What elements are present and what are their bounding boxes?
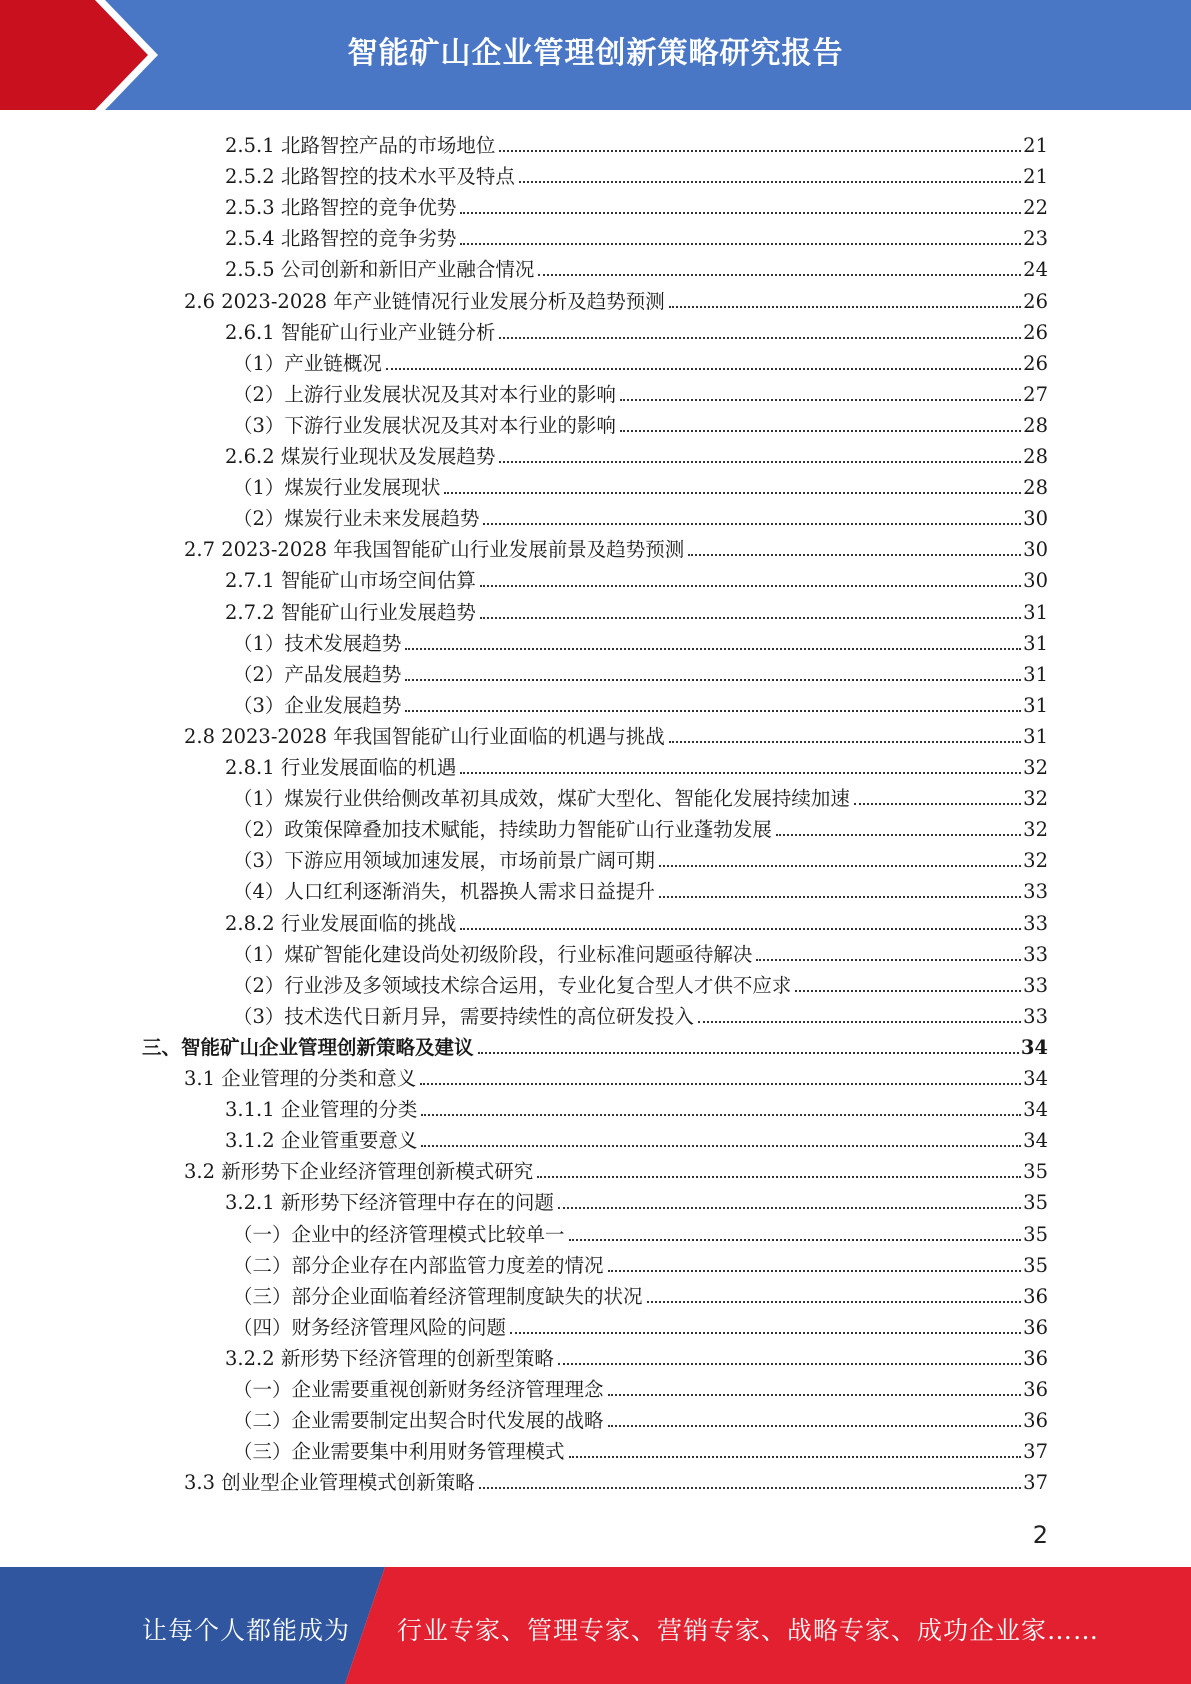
toc-entry[interactable] — [225, 1340, 1048, 1371]
page-number: 2 — [1032, 1521, 1048, 1549]
toc-entry-page: 22 — [1023, 196, 1048, 220]
toc-entry-page: 33 — [1023, 973, 1048, 997]
toc-dot-leader — [569, 1456, 1022, 1458]
toc-dot-leader — [659, 865, 1021, 867]
toc-entry-page: 21 — [1023, 134, 1048, 157]
toc-dot-leader — [479, 1487, 1021, 1489]
toc-entry-page: 26 — [1023, 320, 1048, 344]
toc-entry-label: （一）企业中的经济管理模式比较单一 — [233, 1222, 565, 1246]
toc-entry[interactable] — [233, 469, 1048, 500]
page-footer — [0, 1567, 1191, 1684]
toc-dot-leader — [558, 1363, 1021, 1365]
toc-entry-label: （四）财务经济管理风险的问题 — [233, 1315, 507, 1339]
toc-entry[interactable] — [184, 718, 1048, 749]
toc-dot-leader — [669, 306, 1021, 308]
toc-dot-leader — [499, 150, 1021, 152]
toc-entry[interactable] — [225, 220, 1048, 251]
toc-entry-label: （二）企业需要制定出契合时代发展的战略 — [233, 1409, 604, 1433]
toc-entry[interactable] — [233, 345, 1048, 376]
toc-entry-label: 2.5.5 公司创新和新旧产业融合情况 — [225, 258, 535, 282]
toc-dot-leader — [483, 523, 1021, 525]
toc-entry-page: 28 — [1023, 476, 1048, 500]
toc-entry-label: 2.7.1 智能矿山市场空间估算 — [225, 569, 476, 593]
toc-entry-page: 35 — [1023, 1253, 1048, 1277]
toc-dot-leader — [405, 679, 1021, 681]
toc-entry[interactable] — [233, 1247, 1048, 1278]
toc-entry[interactable] — [184, 1464, 1048, 1495]
toc-entry-label: （3）技术迭代日新月异，需要持续性的高位研发投入 — [233, 1004, 694, 1028]
toc-entry[interactable] — [233, 967, 1048, 998]
toc-entry[interactable] — [184, 1060, 1048, 1091]
toc-dot-leader — [538, 274, 1021, 276]
toc-entry[interactable] — [233, 811, 1048, 842]
toc-entry-label: （2）煤炭行业未来发展趋势 — [233, 507, 480, 531]
toc-entry[interactable] — [225, 749, 1048, 780]
toc-dot-leader — [444, 492, 1021, 494]
toc-entry-label: （4）人口红利逐渐消失，机器换人需求日益提升 — [233, 880, 655, 904]
toc-dot-leader — [460, 212, 1021, 214]
toc-entry-label: 2.8.2 行业发展面临的挑战 — [225, 911, 457, 935]
toc-entry-label: 2.5.4 北路智控的竞争劣势 — [225, 227, 457, 251]
toc-entry[interactable] — [225, 438, 1048, 469]
toc-dot-leader — [386, 368, 1021, 370]
toc-dot-leader — [510, 1332, 1021, 1334]
toc-entry[interactable] — [233, 873, 1048, 904]
toc-entry-page: 31 — [1023, 693, 1048, 717]
toc-entry[interactable] — [225, 127, 1048, 158]
toc-dot-leader — [421, 1114, 1021, 1116]
toc-dot-leader — [405, 648, 1021, 650]
toc-entry-label: 3.1 企业管理的分类和意义 — [184, 1067, 417, 1090]
toc-entry-label: （3）下游应用领域加速发展，市场前景广阔可期 — [233, 849, 655, 873]
toc-dot-leader — [608, 1270, 1022, 1272]
toc-entry-label: （1）煤炭行业发展现状 — [233, 476, 441, 500]
toc-entry-page: 35 — [1023, 1160, 1048, 1184]
toc-entry-page: 31 — [1023, 724, 1048, 748]
toc-entry-label: （2）行业涉及多领域技术综合运用，专业化复合型人才供不应求 — [233, 973, 792, 997]
toc-entry-page: 32 — [1023, 849, 1048, 873]
toc-entry-label: （一）企业需要重视创新财务经济管理理念 — [233, 1378, 604, 1401]
toc-entry[interactable] — [225, 905, 1048, 936]
toc-entry-label: 2.6.2 煤炭行业现状及发展趋势 — [225, 445, 496, 468]
toc-entry-label: （三）企业需要集中利用财务管理模式 — [233, 1440, 565, 1464]
toc-entry[interactable] — [184, 531, 1048, 562]
toc-entry[interactable] — [225, 1091, 1048, 1122]
toc-entry[interactable] — [233, 1402, 1048, 1433]
toc-entry[interactable] — [225, 189, 1048, 220]
toc-dot-leader — [620, 430, 1021, 432]
toc-entry-label: 3.1.1 企业管理的分类 — [225, 1098, 418, 1122]
toc-dot-leader — [756, 959, 1021, 961]
toc-entry-label: 3.1.2 企业管重要意义 — [225, 1129, 418, 1153]
toc-entry[interactable] — [233, 1216, 1048, 1247]
toc-entry[interactable] — [142, 1029, 1048, 1060]
footer-slogan-left: 让每个人都能成为 — [142, 1616, 351, 1645]
toc-dot-leader — [795, 990, 1021, 992]
toc-entry-page: 34 — [1023, 1067, 1048, 1090]
toc-entry-label: 2.7 2023-2028 年我国智能矿山行业发展前景及趋势预测 — [184, 538, 685, 562]
toc-dot-leader — [519, 181, 1021, 183]
toc-dot-leader — [537, 1176, 1021, 1178]
toc-entry-page: 23 — [1023, 227, 1048, 251]
toc-entry-label: （2）产品发展趋势 — [233, 662, 402, 686]
toc-entry-page: 36 — [1023, 1284, 1048, 1308]
toc-entry[interactable] — [233, 842, 1048, 873]
toc-entry-page: 34 — [1023, 1129, 1048, 1153]
toc-entry-page: 31 — [1023, 631, 1048, 655]
toc-entry[interactable] — [233, 407, 1048, 438]
toc-dot-leader — [608, 1394, 1022, 1396]
toc-entry-label: 三、智能矿山企业管理创新策略及建议 — [142, 1035, 474, 1059]
toc-dot-leader — [688, 554, 1021, 556]
toc-entry-label: （1）煤矿智能化建设尚处初级阶段，行业标准问题亟待解决 — [233, 942, 753, 966]
toc-dot-leader — [569, 1239, 1022, 1241]
toc-dot-leader — [647, 1301, 1022, 1303]
toc-dot-leader — [659, 896, 1021, 898]
toc-entry-page: 35 — [1023, 1191, 1048, 1215]
toc-entry-page: 26 — [1023, 289, 1048, 313]
toc-entry-page: 33 — [1023, 880, 1048, 904]
toc-entry-page: 26 — [1023, 351, 1048, 375]
toc-entry-label: 3.2.2 新形势下经济管理的创新型策略 — [225, 1346, 554, 1370]
toc-entry[interactable] — [225, 314, 1048, 345]
toc-entry-label: 2.8 2023-2028 年我国智能矿山行业面临的机遇与挑战 — [184, 724, 665, 748]
toc-dot-leader — [620, 399, 1021, 401]
toc-entry-label: （3）下游行业发展状况及其对本行业的影响 — [233, 413, 616, 437]
toc-dot-leader — [776, 834, 1021, 836]
toc-dot-leader — [420, 1083, 1021, 1085]
toc-entry[interactable] — [233, 500, 1048, 531]
toc-entry-page: 34 — [1020, 1035, 1048, 1059]
toc-entry[interactable] — [233, 936, 1048, 967]
toc-entry[interactable] — [225, 158, 1048, 189]
toc-dot-leader — [460, 243, 1021, 245]
toc-entry[interactable] — [225, 1184, 1048, 1215]
toc-entry-page: 32 — [1023, 756, 1048, 779]
toc-entry-label: 3.3 创业型企业管理模式创新策略 — [184, 1471, 475, 1495]
toc-entry-page: 32 — [1023, 818, 1048, 842]
toc-dot-leader — [460, 772, 1021, 774]
toc-dot-leader — [460, 928, 1021, 930]
toc-entry-page: 30 — [1023, 507, 1048, 531]
toc-entry-page: 34 — [1023, 1098, 1048, 1122]
toc-dot-leader — [669, 741, 1021, 743]
toc-entry-label: 2.5.2 北路智控的技术水平及特点 — [225, 165, 515, 189]
toc-entry-label: 3.2 新形势下企业经济管理创新模式研究 — [184, 1160, 534, 1184]
toc-entry[interactable] — [233, 656, 1048, 687]
toc-entry-label: （二）部分企业存在内部监管力度差的情况 — [233, 1253, 604, 1277]
toc-dot-leader — [698, 1021, 1021, 1023]
toc-entry[interactable] — [233, 1278, 1048, 1309]
toc-entry-page: 21 — [1023, 165, 1048, 189]
toc-dot-leader — [499, 337, 1021, 339]
toc-entry[interactable] — [233, 1433, 1048, 1464]
toc-entry-page: 24 — [1023, 258, 1048, 282]
toc-dot-leader — [480, 585, 1021, 587]
toc-entry-page: 28 — [1023, 445, 1048, 468]
toc-entry[interactable] — [225, 251, 1048, 282]
toc-entry-page: 37 — [1023, 1471, 1048, 1495]
toc-entry[interactable] — [233, 780, 1048, 811]
toc-entry-page: 36 — [1023, 1409, 1048, 1433]
toc-dot-leader — [608, 1425, 1022, 1427]
toc-entry-label: （2）政策保障叠加技术赋能，持续助力智能矿山行业蓬勃发展 — [233, 818, 772, 842]
toc-entry-page: 30 — [1023, 538, 1048, 562]
toc-entry-page: 36 — [1023, 1346, 1048, 1370]
toc-dot-leader — [478, 1052, 1019, 1054]
toc-entry-page: 31 — [1023, 600, 1048, 624]
toc-entry[interactable] — [184, 1153, 1048, 1184]
toc-entry-page: 36 — [1023, 1378, 1048, 1401]
toc-dot-leader — [499, 461, 1021, 463]
toc-entry-label: （1）技术发展趋势 — [233, 631, 402, 655]
toc-entry-page: 35 — [1023, 1222, 1048, 1246]
toc-entry[interactable] — [233, 625, 1048, 656]
toc-entry-label: （1）产业链概况 — [233, 351, 382, 375]
toc-entry[interactable] — [184, 283, 1048, 314]
toc-entry-page: 37 — [1023, 1440, 1048, 1464]
page-header — [0, 0, 1191, 110]
toc-entry-page: 27 — [1023, 382, 1048, 406]
toc-dot-leader — [421, 1145, 1021, 1147]
toc-entry-label: 2.8.1 行业发展面临的机遇 — [225, 756, 457, 779]
toc-entry[interactable] — [233, 1309, 1048, 1340]
toc-dot-leader — [480, 617, 1021, 619]
toc-entry[interactable] — [233, 1371, 1048, 1402]
toc-entry[interactable] — [225, 1122, 1048, 1153]
toc-entry[interactable] — [233, 376, 1048, 407]
toc-entry[interactable] — [233, 998, 1048, 1029]
toc-entry-page: 28 — [1023, 413, 1048, 437]
toc-entry-label: （3）企业发展趋势 — [233, 693, 402, 717]
toc-entry-label: 2.6.1 智能矿山行业产业链分析 — [225, 320, 496, 344]
toc-entry[interactable] — [225, 562, 1048, 593]
toc-entry[interactable] — [233, 687, 1048, 718]
toc-entry-label: 2.5.1 北路智控产品的市场地位 — [225, 134, 496, 157]
toc-entry-page: 31 — [1023, 662, 1048, 686]
toc-entry-page: 32 — [1023, 787, 1048, 811]
toc-entry-label: 2.7.2 智能矿山行业发展趋势 — [225, 600, 476, 624]
toc-entry-label: 2.6 2023-2028 年产业链情况行业发展分析及趋势预测 — [184, 289, 665, 313]
report-title: 智能矿山企业管理创新策略研究报告 — [347, 36, 844, 71]
toc-dot-leader — [558, 1207, 1021, 1209]
toc-entry-page: 33 — [1023, 911, 1048, 935]
footer-slogan-right: 行业专家、管理专家、营销专家、战略专家、成功企业家…… — [397, 1616, 1100, 1645]
toc-entry-page: 33 — [1023, 942, 1048, 966]
toc-entry-label: （2）上游行业发展状况及其对本行业的影响 — [233, 382, 616, 406]
toc-entry-page: 36 — [1023, 1315, 1048, 1339]
toc-entry-page: 30 — [1023, 569, 1048, 593]
toc-entry-label: （1）煤炭行业供给侧改革初具成效，煤矿大型化、智能化发展持续加速 — [233, 787, 850, 811]
toc-entry[interactable] — [225, 594, 1048, 625]
toc-dot-leader — [405, 710, 1021, 712]
toc-entry-label: （三）部分企业面临着经济管理制度缺失的状况 — [233, 1284, 643, 1308]
toc-entry-page: 33 — [1023, 1004, 1048, 1028]
toc-dot-leader — [854, 803, 1021, 805]
toc-entry-label: 2.5.3 北路智控的竞争优势 — [225, 196, 457, 220]
toc-entry-label: 3.2.1 新形势下经济管理中存在的问题 — [225, 1191, 554, 1215]
